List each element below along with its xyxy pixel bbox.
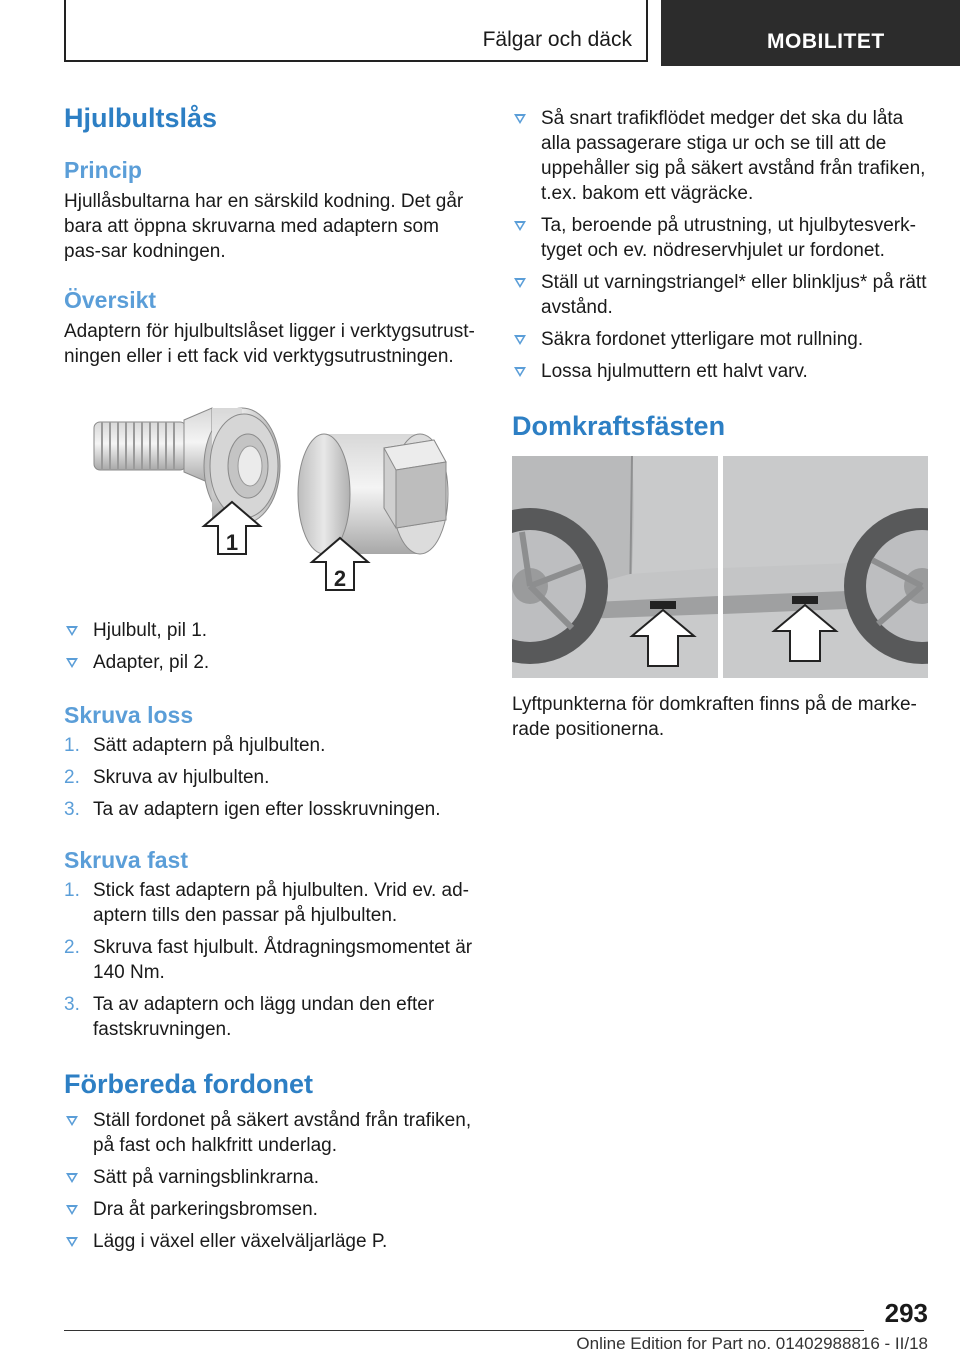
title-domkraftsfasten: Domkraftsfästen: [512, 411, 726, 441]
step-item: 3. Ta av adaptern igen efter losskruvningen.: [64, 799, 441, 820]
triangle-bullet-icon: [66, 626, 78, 636]
title-forbereda-fordonet: Förbereda fordonet: [64, 1069, 314, 1099]
svg-text:2: 2: [333, 566, 347, 591]
right-column: [512, 106, 932, 742]
figure-legend: [64, 618, 476, 675]
jack-point-front: [512, 456, 718, 678]
list-item: Ställ fordonet på säkert avstånd från trafiken, på fast och halkfritt underlag.: [64, 1108, 476, 1158]
adapter: [298, 434, 448, 554]
left-column: [64, 100, 476, 1261]
heading-oversikt: Översikt: [64, 287, 157, 313]
list-item: Sätt på varningsblinkrarna.: [64, 1165, 476, 1190]
text-oversikt: Adaptern för hjulbultslåset ligger i verktygsutrust‐ningen eller i ett fack vid verktygsutrustningen.: [64, 321, 475, 367]
triangle-bullet-icon: [66, 1173, 78, 1183]
step-item: 1. Stick fast adaptern på hjulbulten. Vrid ev. ad‐aptern tills den passar på hjulbulten.: [64, 880, 469, 926]
triangle-bullet-icon: [514, 335, 526, 345]
wheel-lock-figure: [84, 404, 496, 604]
step-item: 3. Ta av adaptern och lägg undan den efter fastskruvningen.: [64, 994, 435, 1040]
section-tab: [64, 0, 648, 62]
heading-skruva-loss: Skruva loss: [64, 702, 194, 728]
step-item: 2. Skruva av hjulbulten.: [64, 767, 270, 788]
list-item: Ta, beroende på utrustning, ut hjulbytesverk‐tyget och ev. nödreservhjulet ur fordonet.: [512, 213, 932, 263]
list-item: Hjulbult, pil 1.: [64, 618, 476, 643]
list-item: Så snart trafikflödet medger det ska du låta alla passagerare stiga ur och se till att de uppehåller sig på säkert avstånd från trafiken, t.ex. bakom ett vägräcke.: [512, 106, 932, 206]
triangle-bullet-icon: [514, 114, 526, 124]
list-item: Adapter, pil 2.: [64, 650, 476, 675]
list-item: Lossa hjulmuttern ett halvt varv.: [512, 359, 932, 384]
footer-divider: [64, 1330, 864, 1331]
list-item: Lägg i växel eller växelväljarläge P.: [64, 1229, 476, 1254]
list-item: Säkra fordonet ytterligare mot rullning.: [512, 327, 932, 352]
triangle-bullet-icon: [66, 658, 78, 668]
wheel-bolt: [94, 408, 280, 524]
title-hjulbultslas: Hjulbultslås: [64, 103, 218, 133]
svg-text:1: 1: [225, 530, 239, 555]
jack-points-figure: [512, 456, 928, 678]
text-princip: Hjullåsbultarna har en särskild kodning. Det går bara att öppna skruvarna med adaptern som pas‐sar kodningen.: [64, 191, 464, 262]
page-header: [0, 0, 960, 66]
chapter-tab: [661, 0, 960, 66]
step-item: 1. Sätt adaptern på hjulbulten.: [64, 735, 326, 756]
heading-skruva-fast: Skruva fast: [64, 847, 189, 873]
triangle-bullet-icon: [66, 1205, 78, 1215]
triangle-bullet-icon: [514, 367, 526, 377]
triangle-bullet-icon: [514, 221, 526, 231]
bullets-forbereda: [64, 1108, 476, 1254]
list-item: Ställ ut varningstriangel* eller blinkljus* på rätt avstånd.: [512, 270, 932, 320]
chapter-title: MOBILITET: [767, 30, 885, 53]
footer-edition: Online Edition for Part no. 01402988816 - II/18: [576, 1334, 928, 1353]
list-item: Dra åt parkeringsbromsen.: [64, 1197, 476, 1222]
steps-skruva-loss: [64, 733, 476, 822]
triangle-bullet-icon: [66, 1116, 78, 1126]
jack-point-rear: [723, 456, 928, 678]
section-title: Fälgar och däck: [482, 28, 632, 51]
bullets-preparation: [512, 106, 932, 384]
caption-domkraftsfasten: Lyftpunkterna för domkraften finns på de marke‐rade positionerna.: [512, 694, 917, 740]
heading-princip: Princip: [64, 157, 142, 183]
steps-skruva-fast: [64, 878, 476, 1042]
triangle-bullet-icon: [66, 1237, 78, 1247]
step-item: 2. Skruva fast hjulbult. Åtdragningsmomentet är 140 Nm.: [64, 937, 473, 983]
page-number: 293: [884, 1298, 928, 1328]
triangle-bullet-icon: [514, 278, 526, 288]
